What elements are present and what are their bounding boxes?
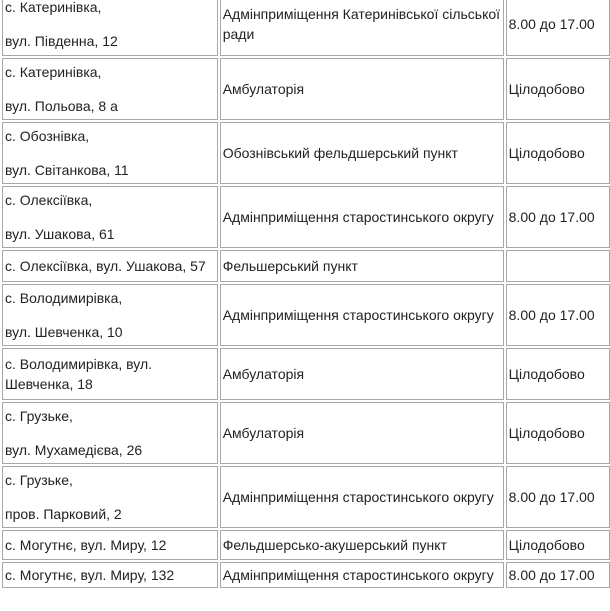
address-line1: с. Обознівка, (5, 128, 90, 144)
hours-cell: Цілодобово (506, 530, 610, 560)
address-line1: с. Катеринівка, (5, 64, 102, 80)
table-row (2, 122, 610, 184)
table-row (2, 58, 610, 120)
place-cell: Адмінприміщення старостинського округу (220, 562, 504, 588)
address-cell (2, 284, 218, 346)
hours-cell: Цілодобово (506, 348, 610, 400)
table-row (2, 348, 610, 400)
address-line1: с. Грузьке, (5, 472, 73, 488)
address-cell (2, 562, 218, 588)
address-cell (2, 186, 218, 248)
address-cell (2, 58, 218, 120)
address-cell (2, 402, 218, 464)
hours-cell: 8.00 до 17.00 (506, 562, 610, 588)
address-line2: пров. Парковий, 2 (5, 506, 122, 522)
address-cell (2, 466, 218, 528)
place-cell: Амбулаторія (220, 348, 504, 400)
address-line2: вул. Шевченка, 10 (5, 324, 123, 340)
table-row (2, 284, 610, 346)
table-row (2, 562, 610, 588)
address-line1: с. Володимирівка, вул. (5, 356, 153, 372)
address-line1: с. Олексіївка, (5, 192, 93, 208)
place-cell: Фельдшерсько-акушерський пункт (220, 530, 504, 560)
address-line2: вул. Ушакова, 61 (5, 226, 115, 242)
table-row (2, 466, 610, 528)
place-cell: Адмінприміщення старостинського округу (220, 284, 504, 346)
hours-cell: 8.00 до 17.00 (506, 284, 610, 346)
hours-cell: Цілодобово (506, 122, 610, 184)
address-line2: вул. Польова, 8 а (5, 98, 118, 114)
address-line1: с. Могутнє, вул. Миру, 12 (5, 537, 167, 553)
place-cell: Адмінприміщення Катеринівської сільської ради (220, 0, 504, 56)
address-line2: вул. Південна, 12 (5, 33, 118, 49)
place-cell: Фельшерський пункт (220, 250, 504, 282)
address-cell (2, 530, 218, 560)
address-line1: с. Катеринівка, (5, 0, 102, 15)
address-cell (2, 250, 218, 282)
place-cell: Адмінприміщення старостинського округу (220, 186, 504, 248)
table-row (2, 530, 610, 560)
place-cell: Обознівський фельдшерський пункт (220, 122, 504, 184)
address-cell (2, 122, 218, 184)
address-cell (2, 0, 218, 56)
address-line2: вул. Мухамедієва, 26 (5, 442, 143, 458)
address-line2: Шевченка, 18 (5, 376, 93, 392)
address-line1: с. Володимирівка, (5, 290, 123, 306)
table-row (2, 186, 610, 248)
address-cell (2, 348, 218, 400)
hours-cell: Цілодобово (506, 58, 610, 120)
place-cell: Адмінприміщення старостинського округу (220, 466, 504, 528)
hours-cell: Цілодобово (506, 402, 610, 464)
address-line1: с. Могутнє, вул. Миру, 132 (5, 567, 175, 583)
address-line2: вул. Світанкова, 11 (5, 162, 129, 178)
table-row (2, 250, 610, 282)
hours-cell: 8.00 до 17.00 (506, 186, 610, 248)
table-row (2, 402, 610, 464)
place-cell: Амбулаторія (220, 58, 504, 120)
address-line1: с. Грузьке, (5, 408, 73, 424)
hours-cell: 8.00 до 17.00 (506, 466, 610, 528)
table-row (2, 0, 610, 56)
hours-cell: 8.00 до 17.00 (506, 0, 610, 56)
hours-cell (506, 250, 610, 282)
place-cell: Амбулаторія (220, 402, 504, 464)
address-line1: с. Олексіївка, вул. Ушакова, 57 (5, 258, 206, 274)
